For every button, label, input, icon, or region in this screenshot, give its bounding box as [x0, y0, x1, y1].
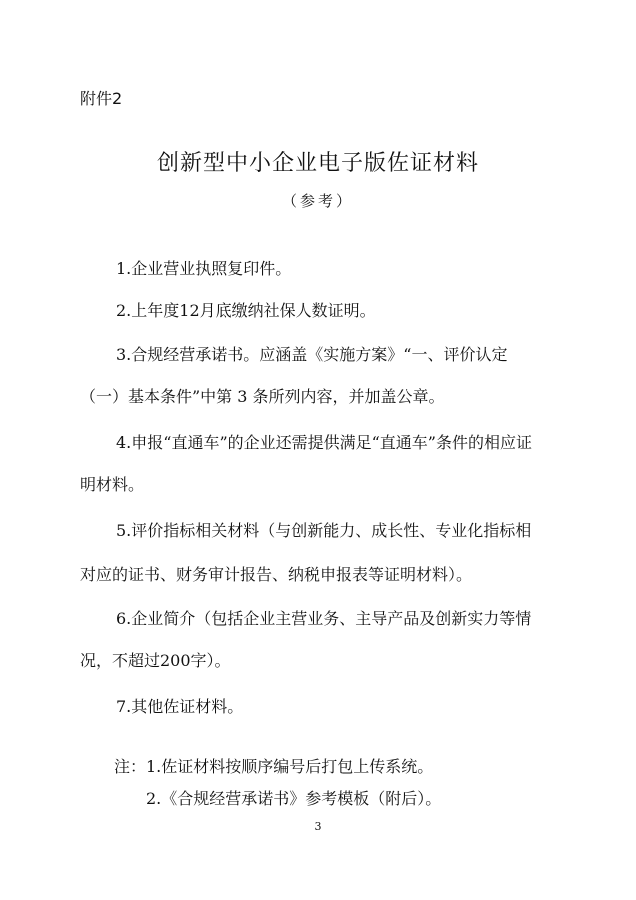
item-6-line-2: 况，不超过200字）。	[80, 651, 231, 670]
item-3-line-1: 3.合规经营承诺书。应涵盖《实施方案》“一、评价认定	[116, 345, 508, 364]
item-1: 1.企业营业执照复印件。	[116, 259, 292, 278]
page-subtitle: （参考）	[281, 192, 354, 210]
item-6-line-1: 6.企业简介（包括企业主营业务、主导产品及创新实力等情	[116, 609, 532, 628]
item-3-line-2: （一）基本条件”中第 3 条所列内容，并加盖公章。	[80, 387, 445, 406]
page-title: 创新型中小企业电子版佐证材料	[156, 151, 479, 176]
item-5-line-1: 5.评价指标相关材料（与创新能力、成长性、专业化指标相	[116, 521, 532, 540]
note-1: 注：1.佐证材料按顺序编号后打包上传系统。	[114, 757, 434, 776]
page-number: 3	[314, 820, 322, 833]
item-4-line-2: 明材料。	[80, 475, 145, 494]
item-5-line-2: 对应的证书、财务审计报告、纳税申报表等证明材料）。	[80, 565, 473, 584]
item-4-line-1: 4.申报“直通车”的企业还需提供满足“直通车”条件的相应证	[116, 433, 532, 452]
attachment-label: 附件2	[80, 89, 123, 108]
item-2: 2.上年度12月底缴纳社保人数证明。	[116, 301, 376, 320]
item-7: 7.其他佐证材料。	[116, 697, 244, 716]
note-2: 2.《合规经营承诺书》参考模板（附后）。	[146, 789, 442, 808]
